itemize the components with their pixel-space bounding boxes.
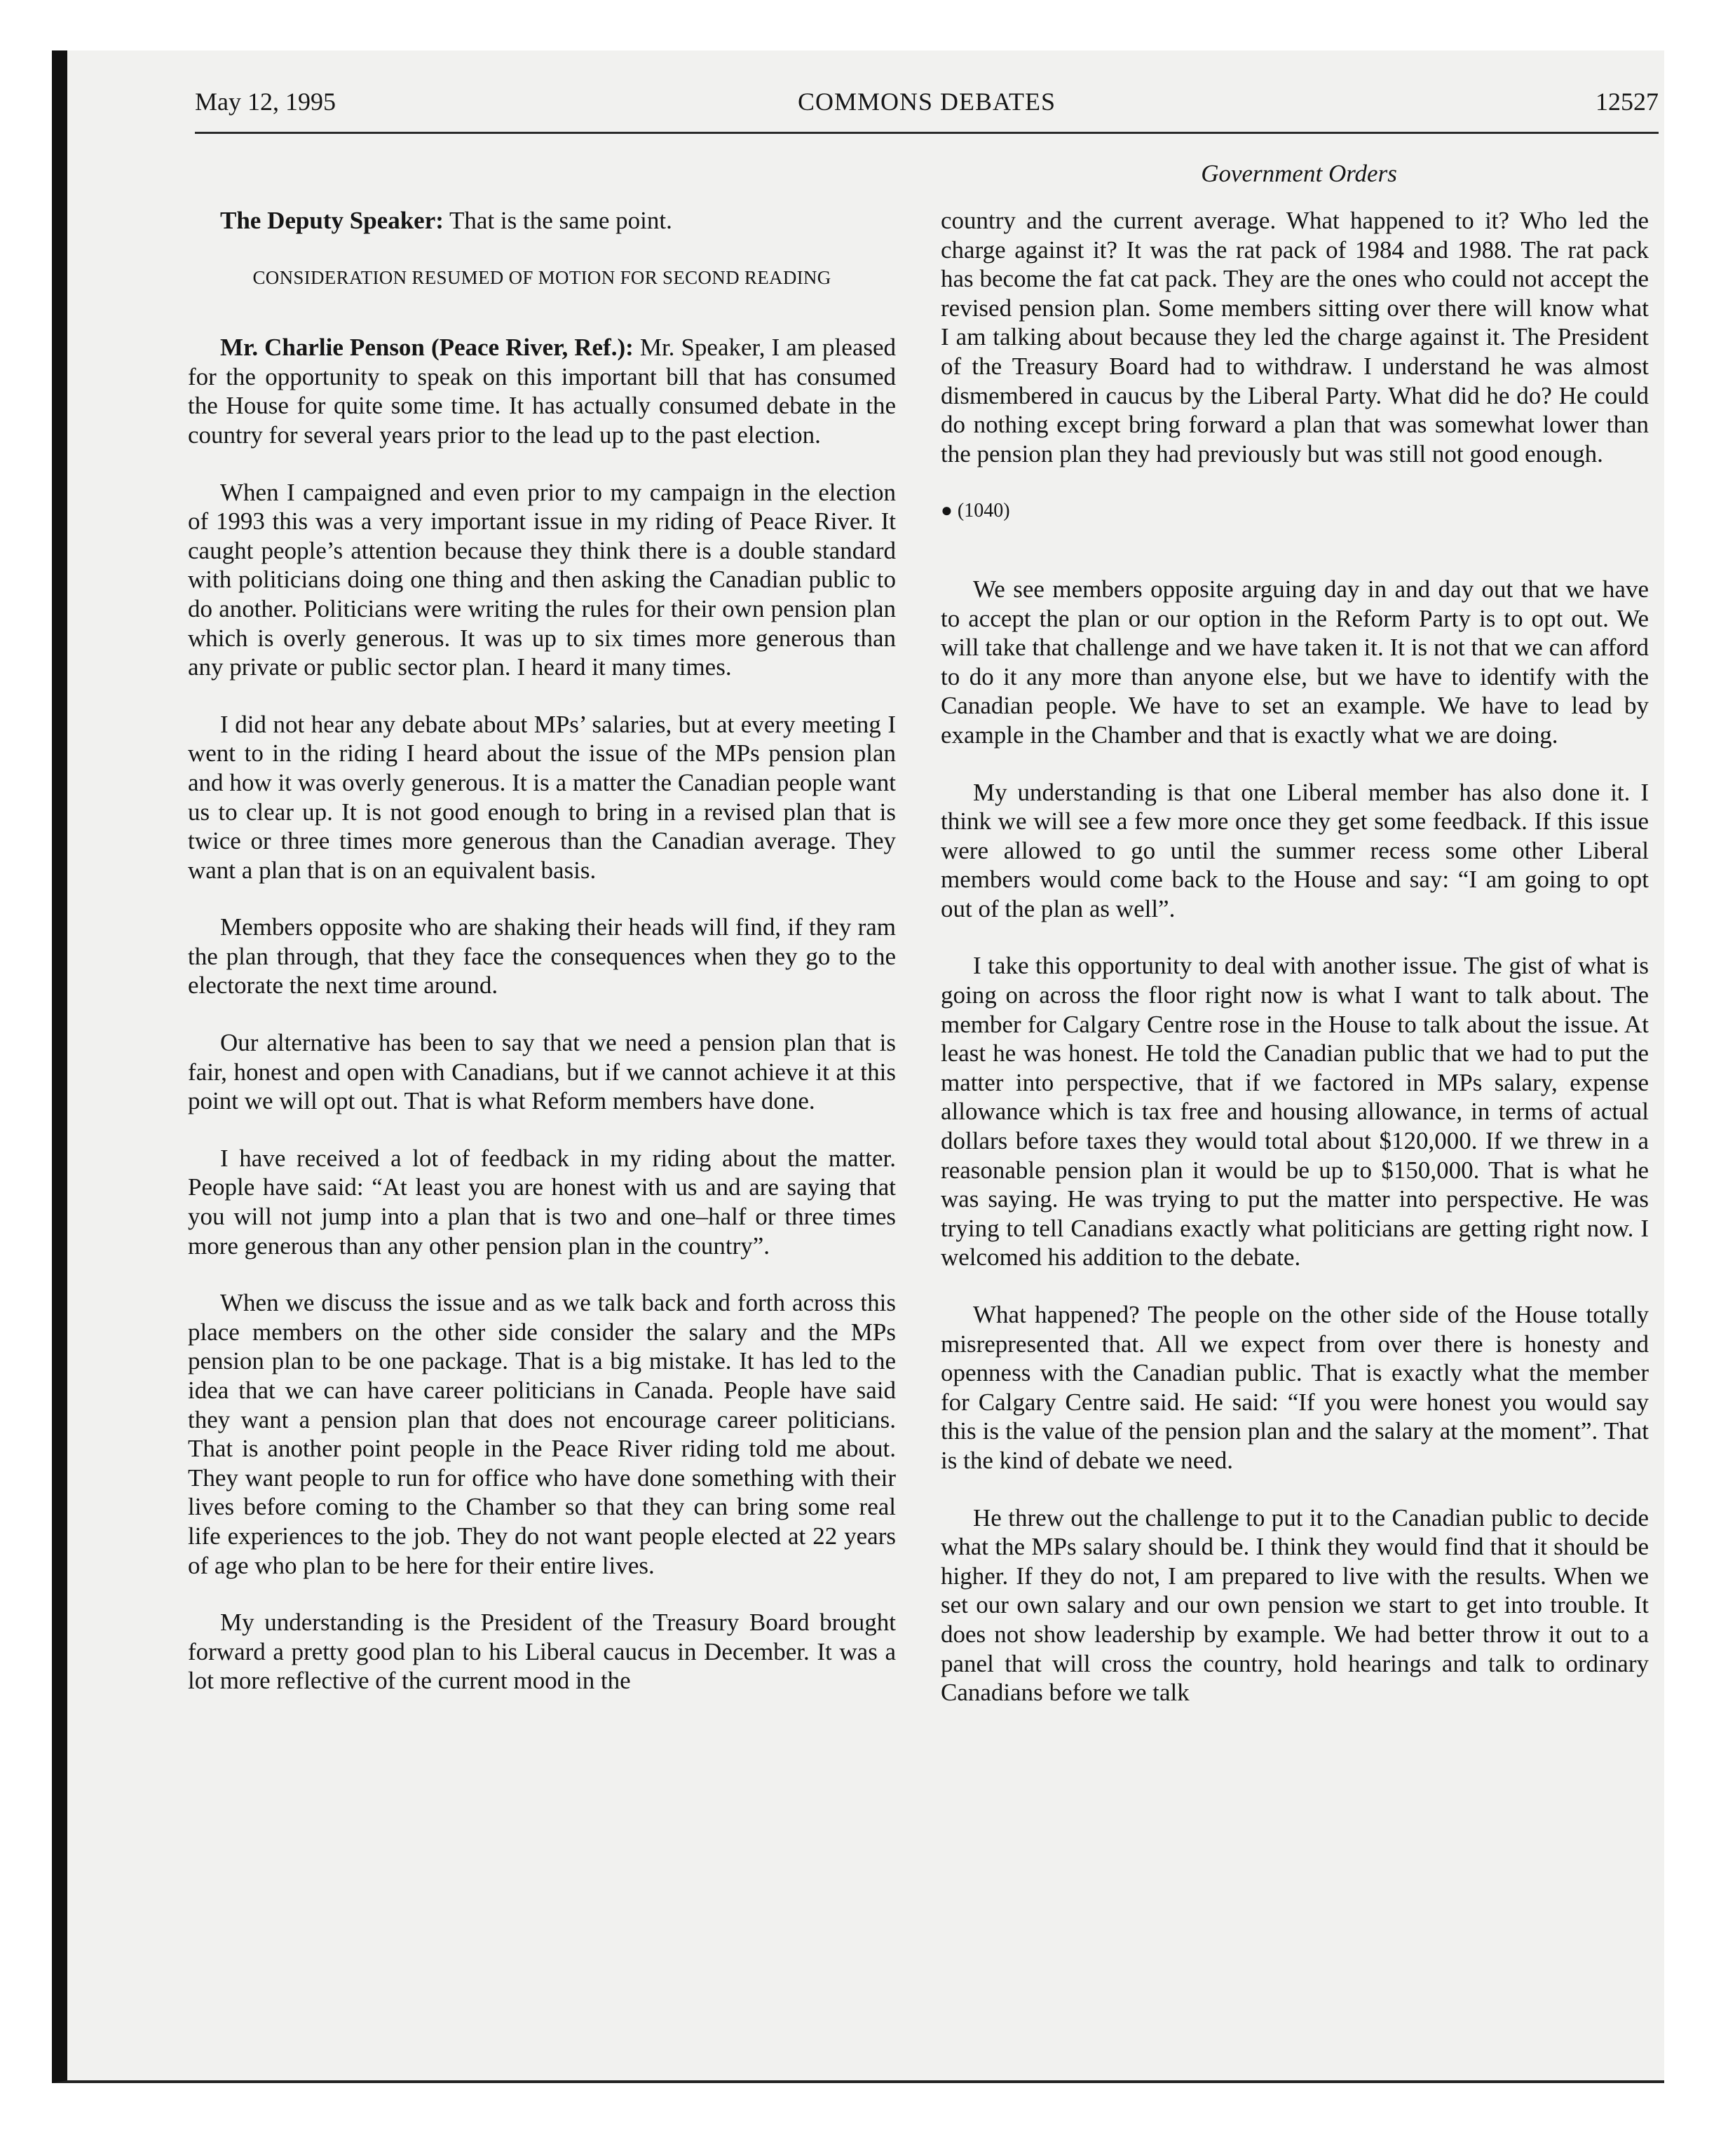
speaker-name: Mr. Charlie Penson (Peace River, Ref.): — [220, 334, 634, 362]
paragraph: I have received a lot of feedback in my riding about the matter. People have said: “At least you are honest with us and are saying that you will not jump into a plan that is two and one–half or three times more generous than any other pension plan in the country”. — [188, 1144, 896, 1260]
header-page-number: 12527 — [1595, 88, 1659, 116]
procedural-subheading: CONSIDERATION RESUMED OF MOTION FOR SECOND READING — [252, 266, 831, 288]
paragraph: My understanding is the President of the Treasury Board brought forward a pretty good plan to his Liberal caucus in December. It was a lot more reflective of the current mood in the — [188, 1609, 896, 1695]
speech-text: Mr. Speaker, I am pleased for the opportunity to speak on this important bill that has consumed the House for quite some time. It has actually consumed debate in the country for several years prior to the lead up to the past election. — [188, 334, 897, 449]
timestamp-marker: ● (1040) — [941, 500, 1010, 522]
section-heading: Government Orders — [1201, 160, 1397, 187]
paragraph: I did not hear any debate about MPs’ salaries, but at every meeting I went to in the riding I heard about the issue of the MPs pension plan and how it was overly generous. It is a matter the Canadian people want us to clear up. It is not good enough to bring in a revised plan that is twice or three times more generous than the Canadian average. They want a plan that is on an equivalent basis. — [188, 710, 896, 884]
paragraph-deputy-speaker — [188, 206, 896, 236]
paragraph: I take this opportunity to deal with another issue. The gist of what is going on across the floor right now is what I want to talk about. The member for Calgary Centre rose in the House to talk about the issue. At least he was honest. He told the Canadian public that we had to put the matter into perspective, that if we factored in MPs salary, expense allowance which is tax free and housing allowance, in terms of actual dollars before taxes they would total about $120,000. If we threw in a reasonable pension plan it would be up to $150,000. That is what he was saying. He was trying to put the matter into perspective. He was trying to tell Canadians exactly what politicians are getting right now. I welcomed his addition to the debate. — [941, 952, 1649, 1271]
paragraph-continued: country and the current average. What happened to it? Who led the charge against it? It was the rat pack of 1984 and 1988. The rat pack has become the fat cat pack. They are the ones who could not accept the revised pension plan. Some members sitting over there will know what I am talking about because they led the charge against it. The President of the Treasury Board had to withdraw. I understand he was almost dismembered in caucus by the Liberal Party. What did he do? He could do nothing except bring forward a plan that was somewhat lower than the pension plan they had previously but was still not good enough. — [941, 207, 1649, 468]
paragraph: When I campaigned and even prior to my campaign in the election of 1993 this was a very important issue in my riding of Peace River. It caught people’s attention because they think there is a double standard with politicians doing one thing and then asking the Canadian public to do another. Politicians were writing the rules for their own pension plan which is overly generous. It was up to six times more generous than any private or public sector plan. I heard it many times. — [188, 478, 896, 681]
paragraph: He threw out the challenge to put it to the Canadian public to decide what the MPs salary should be. I think they would find that it should be higher. If they do not, I am prepared to live with the results. When we set our own salary and our own pension we start to get into trouble. It does not show leadership by example. We had better throw it out to a panel that will cross the country, hold hearings and talk to ordinary Canadians before we talk — [941, 1503, 1649, 1707]
paragraph-penson-opening — [188, 333, 896, 449]
speech-text: That is the same point. — [443, 207, 672, 234]
paragraph: Our alternative has been to say that we need a pension plan that is fair, honest and open with Canadians, but if we cannot achieve it at this point we will opt out. That is what Reform members have done. — [188, 1029, 896, 1115]
paragraph: My understanding is that one Liberal member has also done it. I think we will see a few more once they get some feedback. If this issue were allowed to go until the summer recess some other Liberal members would come back to the House and say: “I am going to opt out of the plan as well”. — [941, 778, 1649, 922]
left-column — [188, 206, 896, 1696]
paragraph: Members opposite who are shaking their heads will find, if they ram the plan through, that they face the consequences when they go to the electorate the next time around. — [188, 913, 896, 999]
header-title: COMMONS DEBATES — [797, 88, 1056, 116]
paragraph: We see members opposite arguing day in and day out that we have to accept the plan or our option in the Reform Party is to opt out. We will take that challenge and we have taken it. It is not that we can afford to do it any more than anyone else, but we have to identify with the Canadian people. We have to set an example. We have to lead by example in the Chamber and that is exactly what we are doing. — [941, 575, 1649, 749]
paragraph: When we discuss the issue and as we talk back and forth across this place members on the other side consider the salary and the MPs pension plan to be one package. That is a big mistake. It has led to the idea that we can have career politicians in Canada. People have said they want a pension plan that does not encourage career politicians. That is another point people in the Peace River riding told me about. They want people to run for office who have done something with their lives before coming to the Chamber so that they can bring some real life experiences to the job. They do not want people elected at 22 years of age who plan to be here for their entire lives. — [188, 1289, 896, 1579]
paragraph: What happened? The people on the other side of the House totally misrepresented that. All we expect from over there is honesty and openness with the Canadian public. That is exactly what the member for Calgary Centre said. He said: “If you were honest you would say this is the value of the pension plan and the salary at the moment”. That is the kind of debate we need. — [941, 1301, 1649, 1474]
header-date: May 12, 1995 — [195, 88, 336, 116]
speaker-name: The Deputy Speaker: — [220, 207, 444, 234]
right-column — [941, 206, 1649, 1707]
running-head — [195, 83, 1659, 134]
